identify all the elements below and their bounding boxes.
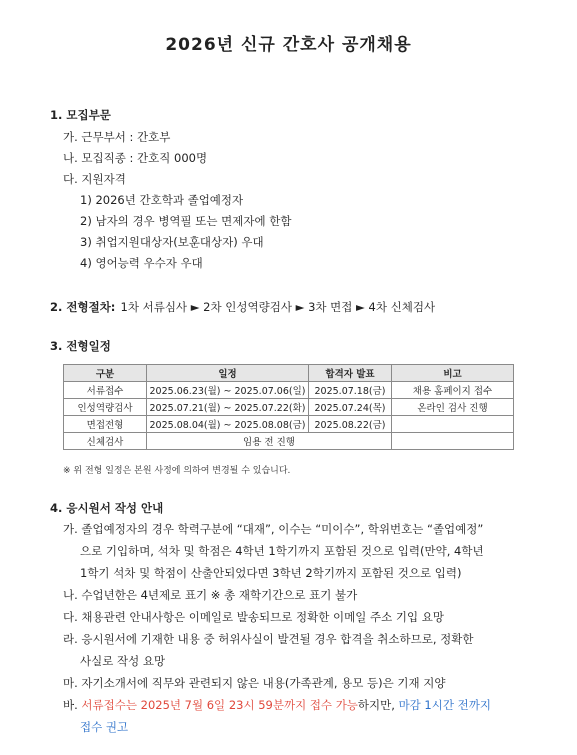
- table-cell: 온라인 검사 진행: [392, 399, 514, 416]
- deadline-warning: 서류접수는 2025년 7월 6일 23시 59분까지 접수 가능: [81, 698, 358, 712]
- qualification-item: 2) 남자의 경우 병역필 또는 면제자에 한함: [80, 214, 292, 228]
- table-cell: 임용 전 진행: [147, 433, 392, 450]
- column-header: 일정: [147, 365, 309, 382]
- section-schedule-heading: 3. 전형일정: [50, 339, 111, 353]
- guide-ba-mid: 하지만,: [357, 698, 399, 712]
- column-header: 구분: [64, 365, 147, 382]
- recruit-job-type: 나. 모집직종 : 간호직 000명: [63, 151, 208, 165]
- process-steps: 1차 서류심사 ► 2차 인성역량검사 ► 3차 면접 ► 4차 신체검사: [120, 300, 436, 314]
- section-recruitment-heading: 1. 모집부문: [50, 108, 111, 122]
- recruit-department: 가. 근무부서 : 간호부: [63, 130, 171, 144]
- table-cell: 2025.07.21(월) ~ 2025.07.22(화): [147, 399, 309, 416]
- table-cell: 2025.06.23(월) ~ 2025.07.06(일): [147, 382, 309, 399]
- table-cell: [392, 433, 514, 450]
- column-header: 합격자 발표: [309, 365, 392, 382]
- table-cell: 2025.07.18(금): [309, 382, 392, 399]
- schedule-table: [63, 364, 514, 450]
- qualification-item: 1) 2026년 간호학과 졸업예정자: [80, 193, 244, 207]
- table-cell: 채용 홈페이지 접수: [392, 382, 514, 399]
- table-cell: [392, 416, 514, 433]
- column-header: 비고: [392, 365, 514, 382]
- guide-ga-line3: 1학기 석차 및 학점이 산출안되었다면 3학년 2학기까지 포함된 것으로 입력): [80, 566, 462, 580]
- section-process: [50, 296, 435, 315]
- section-application-heading: 4. 응시원서 작성 안내: [50, 501, 164, 515]
- qualification-item: 4) 영어능력 우수자 우대: [80, 256, 203, 270]
- guide-ra-line1: 라. 응시원서에 기재한 내용 중 허위사실이 발견될 경우 합격을 취소하므로, 정확한: [63, 632, 474, 646]
- table-cell: 2025.08.04(월) ~ 2025.08.08(금): [147, 416, 309, 433]
- table-row: [64, 416, 514, 433]
- table-row: [64, 433, 514, 450]
- table-header-row: [64, 365, 514, 382]
- guide-na: 나. 수업년한은 4년제로 표기 ※ 총 재학기간으로 표기 불가: [63, 588, 358, 602]
- table-cell: 서류접수: [64, 382, 147, 399]
- table-cell: 신체검사: [64, 433, 147, 450]
- schedule-note: ※ 위 전형 일정은 본원 사정에 의하여 변경될 수 있습니다.: [63, 466, 291, 476]
- table-cell: 인성역량검사: [64, 399, 147, 416]
- early-submit-advice-line2: 접수 권고: [80, 720, 129, 734]
- table-row: [64, 399, 514, 416]
- guide-ga-line1: 가. 졸업예정자의 경우 학력구분에 “대재”, 이수는 “미이수”, 학위번호는 “졸업예정”: [63, 522, 484, 536]
- guide-ra-line2: 사실로 작성 요망: [80, 654, 166, 668]
- page-title: 2026년 신규 간호사 공개채용: [165, 35, 412, 55]
- early-submit-advice: 마감 1시간 전까지: [398, 698, 491, 712]
- table-row: [64, 382, 514, 399]
- section-process-heading: 2. 전형절차:: [50, 300, 116, 314]
- qualification-item: 3) 취업지원대상자(보훈대상자) 우대: [80, 235, 264, 249]
- guide-ga-line2: 으로 기입하며, 석차 및 학점은 4학년 1학기까지 포함된 것으로 입력(만약, 4학년: [80, 544, 484, 558]
- guide-ba-line1: [63, 697, 491, 713]
- table-cell: 면접전형: [64, 416, 147, 433]
- table-cell: 2025.08.22(금): [309, 416, 392, 433]
- table-cell: 2025.07.24(목): [309, 399, 392, 416]
- guide-ba-prefix: 바.: [63, 698, 82, 712]
- recruit-qualifications-label: 다. 지원자격: [63, 172, 126, 186]
- guide-da: 다. 채용관련 안내사항은 이메일로 발송되므로 정확한 이메일 주소 기입 요망: [63, 610, 444, 624]
- guide-ma: 마. 자기소개서에 직무와 관련되지 않은 내용(가족관계, 용모 등)은 기재 지양: [63, 676, 446, 690]
